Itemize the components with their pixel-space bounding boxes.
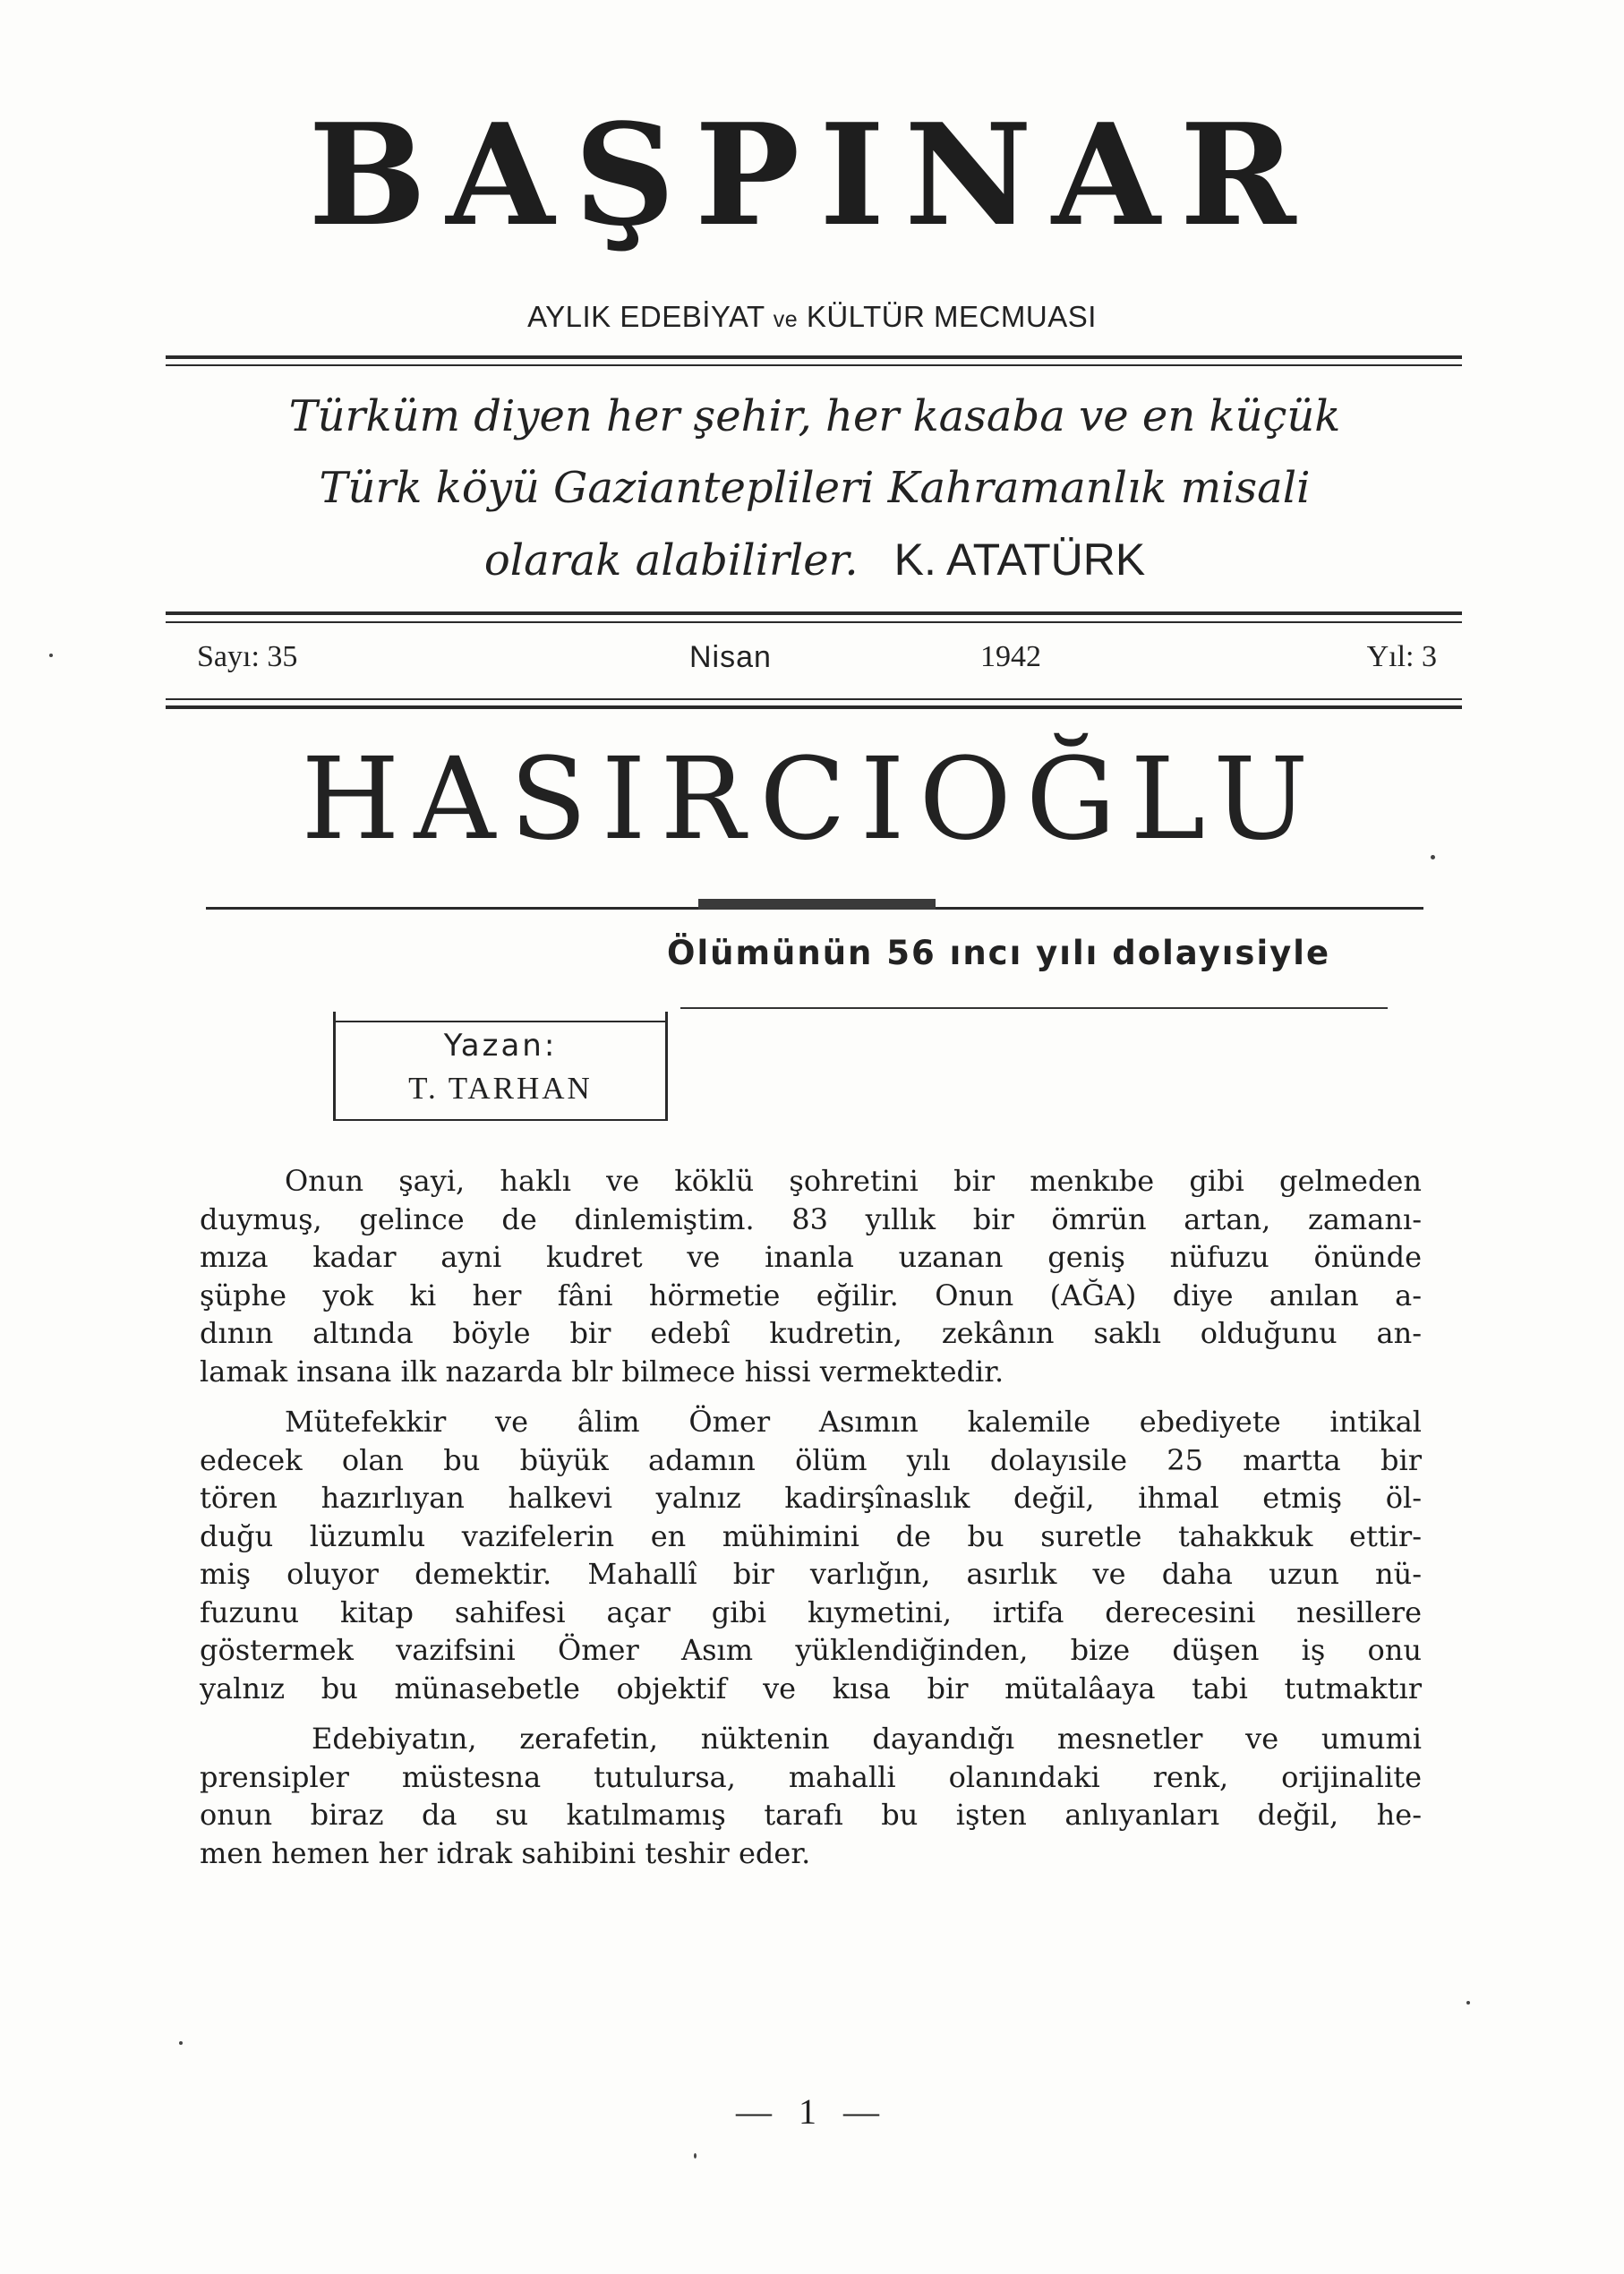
quote-line-3 [179, 524, 1450, 596]
subtitle-part-1: AYLIK EDEBİYAT [527, 300, 774, 333]
occasion-underline [680, 1007, 1388, 1009]
paragraph-2-line: Mütefekkir ve âlim Ömer Asımın kalemile ebediyete intikal [285, 1405, 1422, 1439]
subtitle-ve: ve [773, 307, 799, 332]
issue-volume: Yıl: 3 [1366, 640, 1437, 673]
byline-box [333, 1012, 668, 1121]
paragraph-3-line: men hemen her idrak sahibini teshir eder. [200, 1835, 811, 1870]
paragraph-2-line: fuzunu kitap sahifesi açar gibi kıymetini, irtifa derecesini nesillere [200, 1594, 1422, 1629]
paragraph-3 [200, 1720, 1422, 1872]
print-speck [694, 2153, 697, 2159]
paragraph-2-line: göstermek vazifsini Ömer Asım yüklendiğinden, bize düşen iş onu [200, 1633, 1422, 1667]
issue-rule-top [166, 698, 1462, 700]
issue-info-bar [197, 640, 1437, 683]
page-number: — 1 — [736, 2091, 888, 2132]
issue-year: 1942 [980, 640, 1041, 673]
quote-author: K. ATATÜRK [893, 534, 1146, 585]
magazine-title: BAŞPINAR [308, 93, 1316, 257]
paragraph-1-line: şüphe yok ki her fâni hörmetie eğilir. Onun (AĞA) diye anılan a- [200, 1278, 1422, 1312]
print-speck [1466, 2001, 1470, 2005]
title-rule-ornament [698, 899, 936, 910]
paragraph-2-line: duğu lüzumlu vazifelerin en mühimini de bu suretle tahakkuk ettir- [200, 1518, 1422, 1553]
article-body [200, 1162, 1422, 1885]
masthead-rule-bottom [166, 364, 1462, 366]
article-title: HASIRCIOĞLU [301, 733, 1323, 865]
paragraph-1-line: dının altında böyle bir edebî kudretin, zekânın saklı olduğunu an- [200, 1316, 1422, 1350]
paragraph-3-line: prensipler müstesna tutulursa, mahalli olanındaki renk, orijinalite [200, 1759, 1422, 1794]
paragraph-2-line: tören hazırlıyan halkevi yalnız kadirşînaslık değil, ihmal etmiş öl- [200, 1481, 1422, 1515]
paragraph-2 [200, 1403, 1422, 1707]
paragraph-2-line: miş oluyor demektir. Mahallî bir varlığın, asırlık ve daha uzun nü- [200, 1557, 1422, 1591]
issue-month: Nisan [689, 640, 772, 674]
paragraph-1 [200, 1162, 1422, 1390]
article-occasion: Ölümünün 56 ıncı yılı dolayısiyle [667, 934, 1331, 972]
quote-line-1: Türküm diyen her şehir, her kasaba ve en küçük [288, 391, 1341, 441]
paragraph-1-line: duymuş, gelince de dinlemiştim. 83 yıllık bir ömrün artan, zamanı- [200, 1201, 1422, 1236]
paragraph-1-line: Onun şayi, haklı ve köklü şohretini bir menkıbe gibi gelmeden [285, 1164, 1422, 1198]
byline-author: T. TARHAN [408, 1071, 593, 1106]
byline-top-rule [336, 1021, 665, 1022]
issue-rule-bottom [166, 705, 1462, 709]
print-speck [49, 654, 53, 657]
quote-rule-top [166, 611, 1462, 615]
masthead-rule-top [166, 355, 1462, 359]
quote-line-3-text: olarak alabilirler. [483, 535, 859, 586]
ataturk-quote [179, 380, 1450, 596]
paragraph-2-line: yalnız bu münasebetle objektif ve kısa bir mütalâaya tabi tutmaktır [200, 1671, 1422, 1706]
issue-number: Sayı: 35 [197, 640, 298, 673]
paragraph-2-line: edecek olan bu büyük adamın ölüm yılı dolayısile 25 martta bir [200, 1442, 1422, 1477]
quote-rule-bottom [166, 621, 1462, 623]
paragraph-1-line: mıza kadar ayni kudret ve inanla uzanan geniş nüfuzu önünde [200, 1240, 1422, 1274]
print-speck [179, 2041, 183, 2045]
byline-label: Yazan: [443, 1028, 558, 1064]
paragraph-3-line: onun biraz da su katılmamış tarafı bu işten anlıyanları değil, he- [200, 1798, 1422, 1832]
print-speck [1431, 855, 1435, 859]
paragraph-1-line: lamak insana ilk nazarda blr bilmece hissi vermektedir. [200, 1354, 1004, 1389]
magazine-subtitle [0, 300, 1624, 334]
paragraph-3-line: Edebiyatın, zerafetin, nüktenin dayandığı mesnetler ve umumi [312, 1722, 1422, 1756]
subtitle-part-2: KÜLTÜR MECMUASI [798, 300, 1097, 333]
quote-line-2: Türk köyü Gazianteplileri Kahramanlık misali [319, 463, 1311, 513]
